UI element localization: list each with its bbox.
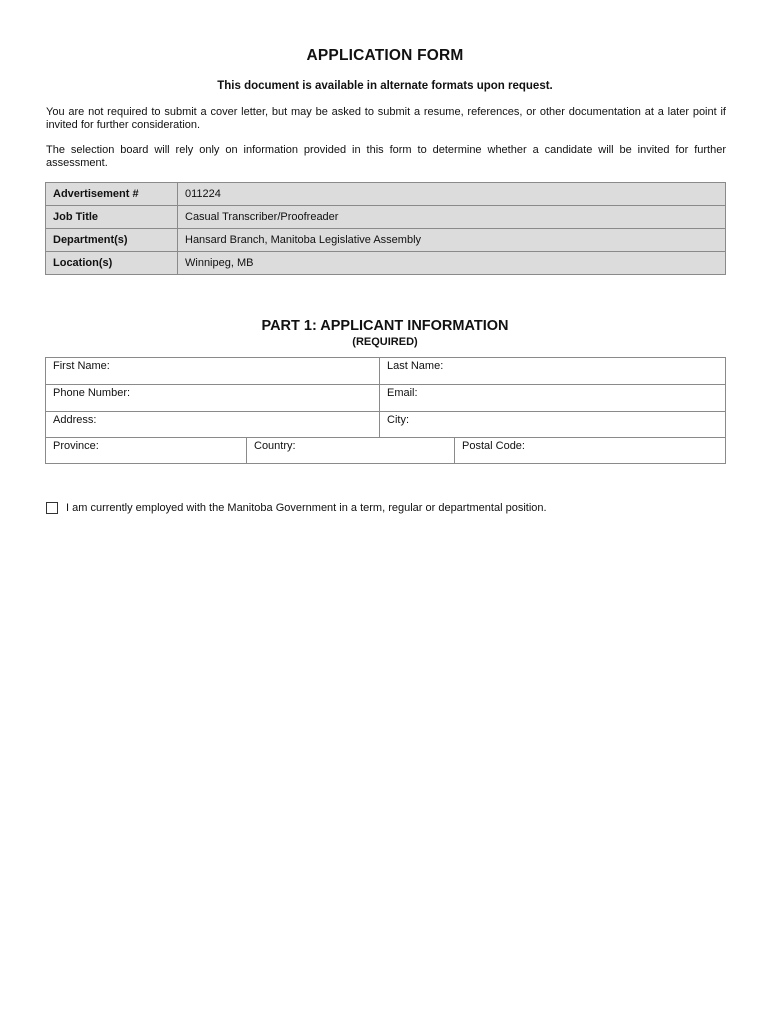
table-row [46,183,726,206]
selection-board-note: The selection board will rely only on information provided in this form to determine whether a candidate will be invited for further assessment. [46,144,726,169]
first-name-field[interactable]: First Name: [53,360,110,372]
province-field[interactable]: Province: [53,440,99,452]
applicant-info-grid [45,357,726,464]
department-value: Hansard Branch, Manitoba Legislative Assembly [178,229,726,252]
phone-number-field[interactable]: Phone Number: [53,387,131,399]
employment-checkbox-label: I am currently employed with the Manitoba Government in a term, regular or departmental position. [66,502,547,514]
address-field[interactable]: Address: [53,414,97,426]
applicant-row-name [46,358,725,385]
employment-checkbox-row [46,502,726,516]
applicant-row-address [46,412,725,438]
applicant-row-region [46,438,725,464]
part1-required-label: (REQUIRED) [352,336,418,348]
job-title-label: Job Title [46,206,178,229]
table-row [46,229,726,252]
form-title: APPLICATION FORM [306,47,464,64]
advertisement-number-value: 011224 [178,183,726,206]
location-value: Winnipeg, MB [178,252,726,275]
job-title-value: Casual Transcriber/Proofreader [178,206,726,229]
advertisement-number-label: Advertisement # [46,183,178,206]
applicant-row-contact [46,385,725,412]
advertisement-table [45,182,726,275]
department-label: Department(s) [46,229,178,252]
postal-code-field[interactable]: Postal Code: [454,438,725,464]
alternate-formats-note: This document is available in alternate formats upon request. [217,80,553,92]
city-field[interactable]: City: [379,412,725,437]
country-field[interactable]: Country: [246,438,454,464]
last-name-field[interactable]: Last Name: [379,358,725,384]
location-label: Location(s) [46,252,178,275]
employment-checkbox[interactable] [46,502,58,514]
part1-title: PART 1: APPLICANT INFORMATION [261,318,509,334]
email-field[interactable]: Email: [379,385,725,411]
table-row [46,252,726,275]
cover-letter-note: You are not required to submit a cover letter, but may be asked to submit a resume, references, or other documentation at a later point if invited for further consideration. [46,106,726,131]
table-row [46,206,726,229]
